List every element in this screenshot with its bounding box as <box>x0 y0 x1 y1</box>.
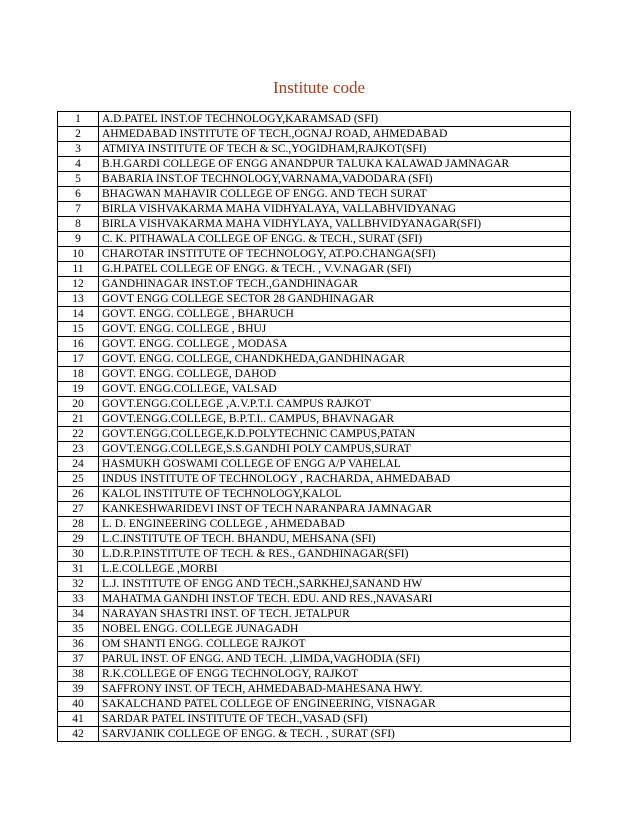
table-row <box>58 682 571 697</box>
table-row <box>58 577 571 592</box>
institute-name-cell: GOVT.ENGG.COLLEGE,K.D.POLYTECHNIC CAMPUS,PATAN <box>99 427 571 442</box>
table-row <box>58 562 571 577</box>
institute-code-cell: 6 <box>58 187 99 202</box>
table-row <box>58 337 571 352</box>
table-row <box>58 547 571 562</box>
institute-name-cell: BHAGWAN MAHAVIR COLLEGE OF ENGG. AND TECH SURAT <box>99 187 571 202</box>
institute-name-cell: GANDHINAGAR INST.OF TECH.,GANDHINAGAR <box>99 277 571 292</box>
institute-code-cell: 16 <box>58 337 99 352</box>
table-row <box>58 712 571 727</box>
institute-name-cell: GOVT.ENGG.COLLEGE, B.P.T.I.. CAMPUS, BHAVNAGAR <box>99 412 571 427</box>
institute-name-cell: L.D.R.P.INSTITUTE OF TECH. & RES., GANDHINAGAR(SFI) <box>99 547 571 562</box>
institute-code-cell: 34 <box>58 607 99 622</box>
table-row <box>58 532 571 547</box>
institute-name-cell: GOVT. ENGG. COLLEGE , MODASA <box>99 337 571 352</box>
table-row <box>58 262 571 277</box>
institute-code-cell: 17 <box>58 352 99 367</box>
institute-name-cell: R.K.COLLEGE OF ENGG TECHNOLOGY, RAJKOT <box>99 667 571 682</box>
table-row <box>58 487 571 502</box>
institute-name-cell: GOVT ENGG COLLEGE SECTOR 28 GANDHINAGAR <box>99 292 571 307</box>
table-row <box>58 517 571 532</box>
institute-name-cell: GOVT. ENGG. COLLEGE , BHUJ <box>99 322 571 337</box>
institute-code-cell: 41 <box>58 712 99 727</box>
institute-name-cell: GOVT. ENGG. COLLEGE , BHARUCH <box>99 307 571 322</box>
table-row <box>58 442 571 457</box>
institute-code-cell: 33 <box>58 592 99 607</box>
institute-name-cell: BABARIA INST.OF TECHNOLOGY,VARNAMA,VADODARA (SFI) <box>99 172 571 187</box>
institute-code-cell: 32 <box>58 577 99 592</box>
institute-code-cell: 27 <box>58 502 99 517</box>
institute-name-cell: BIRLA VISHVAKARMA MAHA VIDHYLAYA, VALLBHVIDYANAGAR(SFI) <box>99 217 571 232</box>
institute-code-cell: 15 <box>58 322 99 337</box>
institute-name-cell: SARVJANIK COLLEGE OF ENGG. & TECH. , SURAT (SFI) <box>99 727 571 742</box>
institute-code-cell: 20 <box>58 397 99 412</box>
table-row <box>58 187 571 202</box>
institute-code-cell: 4 <box>58 157 99 172</box>
institute-code-cell: 29 <box>58 532 99 547</box>
institute-name-cell: SAFFRONY INST. OF TECH, AHMEDABAD-MAHESANA HWY. <box>99 682 571 697</box>
institute-code-cell: 3 <box>58 142 99 157</box>
institute-code-cell: 18 <box>58 367 99 382</box>
institute-name-cell: MAHATMA GANDHI INST.OF TECH. EDU. AND RES.,NAVASARI <box>99 592 571 607</box>
institute-code-cell: 26 <box>58 487 99 502</box>
institute-name-cell: HASMUKH GOSWAMI COLLEGE OF ENGG A/P VAHELAL <box>99 457 571 472</box>
institute-name-cell: GOVT.ENGG.COLLEGE ,A.V.P.T.I. CAMPUS RAJKOT <box>99 397 571 412</box>
table-row <box>58 727 571 742</box>
page-title: Institute code <box>272 78 366 97</box>
institute-code-cell: 30 <box>58 547 99 562</box>
institute-name-cell: NOBEL ENGG. COLLEGE JUNAGADH <box>99 622 571 637</box>
table-row <box>58 637 571 652</box>
institute-code-cell: 36 <box>58 637 99 652</box>
table-row <box>58 352 571 367</box>
institute-name-cell: L.E.COLLEGE ,MORBI <box>99 562 571 577</box>
institute-code-cell: 37 <box>58 652 99 667</box>
institute-name-cell: GOVT. ENGG.COLLEGE, VALSAD <box>99 382 571 397</box>
institute-code-cell: 9 <box>58 232 99 247</box>
institute-code-cell: 7 <box>58 202 99 217</box>
institute-name-cell: NARAYAN SHASTRI INST. OF TECH. JETALPUR <box>99 607 571 622</box>
institute-name-cell: SARDAR PATEL INSTITUTE OF TECH.,VASAD (SFI) <box>99 712 571 727</box>
institute-code-cell: 42 <box>58 727 99 742</box>
table-row <box>58 127 571 142</box>
institute-code-cell: 23 <box>58 442 99 457</box>
table-row <box>58 247 571 262</box>
table-row <box>58 322 571 337</box>
institute-code-cell: 25 <box>58 472 99 487</box>
institute-name-cell: L. D. ENGINEERING COLLEGE , AHMEDABAD <box>99 517 571 532</box>
table-row <box>58 112 571 127</box>
institute-name-cell: A.D.PATEL INST.OF TECHNOLOGY,KARAMSAD (SFI) <box>99 112 571 127</box>
institute-code-cell: 35 <box>58 622 99 637</box>
institute-code-cell: 31 <box>58 562 99 577</box>
institute-name-cell: CHAROTAR INSTITUTE OF TECHNOLOGY, AT.PO.CHANGA(SFI) <box>99 247 571 262</box>
table-row <box>58 367 571 382</box>
table-row <box>58 397 571 412</box>
table-row <box>58 652 571 667</box>
table-row <box>58 142 571 157</box>
table-row <box>58 292 571 307</box>
table-row <box>58 427 571 442</box>
institute-code-cell: 11 <box>58 262 99 277</box>
institute-code-cell: 5 <box>58 172 99 187</box>
institute-code-cell: 19 <box>58 382 99 397</box>
institute-name-cell: B.H.GARDI COLLEGE OF ENGG ANANDPUR TALUKA KALAWAD JAMNAGAR <box>99 157 571 172</box>
institute-code-cell: 39 <box>58 682 99 697</box>
institute-code-cell: 24 <box>58 457 99 472</box>
institute-name-cell: KANKESHWARIDEVI INST OF TECH NARANPARA JAMNAGAR <box>99 502 571 517</box>
institute-code-cell: 14 <box>58 307 99 322</box>
table-row <box>58 412 571 427</box>
table-row <box>58 667 571 682</box>
institute-code-cell: 8 <box>58 217 99 232</box>
table-row <box>58 457 571 472</box>
institute-code-cell: 10 <box>58 247 99 262</box>
institute-table-body <box>58 112 571 742</box>
institute-name-cell: C. K. PITHAWALA COLLEGE OF ENGG. & TECH., SURAT (SFI) <box>99 232 571 247</box>
institute-name-cell: BIRLA VISHVAKARMA MAHA VIDHYALAYA, VALLABHVIDYANAG <box>99 202 571 217</box>
institute-name-cell: GOVT. ENGG. COLLEGE, CHANDKHEDA,GANDHINAGAR <box>99 352 571 367</box>
institute-code-cell: 1 <box>58 112 99 127</box>
table-row <box>58 592 571 607</box>
table-row <box>58 382 571 397</box>
institute-name-cell: KALOL INSTITUTE OF TECHNOLOGY,KALOL <box>99 487 571 502</box>
table-row <box>58 697 571 712</box>
table-row <box>58 502 571 517</box>
institute-name-cell: INDUS INSTITUTE OF TECHNOLOGY , RACHARDA, AHMEDABAD <box>99 472 571 487</box>
table-row <box>58 172 571 187</box>
institute-code-cell: 13 <box>58 292 99 307</box>
institute-name-cell: G.H.PATEL COLLEGE OF ENGG. & TECH. , V.V.NAGAR (SFI) <box>99 262 571 277</box>
institute-name-cell: L.J. INSTITUTE OF ENGG AND TECH.,SARKHEJ,SANAND HW <box>99 577 571 592</box>
table-row <box>58 472 571 487</box>
institute-name-cell: ATMIYA INSTITUTE OF TECH & SC.,YOGIDHAM,RAJKOT(SFI) <box>99 142 571 157</box>
institute-code-cell: 21 <box>58 412 99 427</box>
table-row <box>58 307 571 322</box>
table-row <box>58 607 571 622</box>
institute-code-cell: 40 <box>58 697 99 712</box>
institute-name-cell: OM SHANTI ENGG. COLLEGE RAJKOT <box>99 637 571 652</box>
institute-table <box>57 111 571 742</box>
table-row <box>58 217 571 232</box>
table-row <box>58 622 571 637</box>
table-row <box>58 232 571 247</box>
table-row <box>58 157 571 172</box>
table-row <box>58 202 571 217</box>
institute-name-cell: GOVT. ENGG. COLLEGE, DAHOD <box>99 367 571 382</box>
institute-code-cell: 38 <box>58 667 99 682</box>
institute-code-cell: 22 <box>58 427 99 442</box>
institute-name-cell: SAKALCHAND PATEL COLLEGE OF ENGINEERING, VISNAGAR <box>99 697 571 712</box>
institute-code-cell: 2 <box>58 127 99 142</box>
institute-name-cell: L.C.INSTITUTE OF TECH. BHANDU, MEHSANA (SFI) <box>99 532 571 547</box>
institute-name-cell: GOVT.ENGG.COLLEGE,S.S.GANDHI POLY CAMPUS,SURAT <box>99 442 571 457</box>
institute-name-cell: AHMEDABAD INSTITUTE OF TECH.,OGNAJ ROAD, AHMEDABAD <box>99 127 571 142</box>
institute-name-cell: PARUL INST. OF ENGG. AND TECH. ,LIMDA,VAGHODIA (SFI) <box>99 652 571 667</box>
table-row <box>58 277 571 292</box>
institute-code-cell: 12 <box>58 277 99 292</box>
institute-code-cell: 28 <box>58 517 99 532</box>
